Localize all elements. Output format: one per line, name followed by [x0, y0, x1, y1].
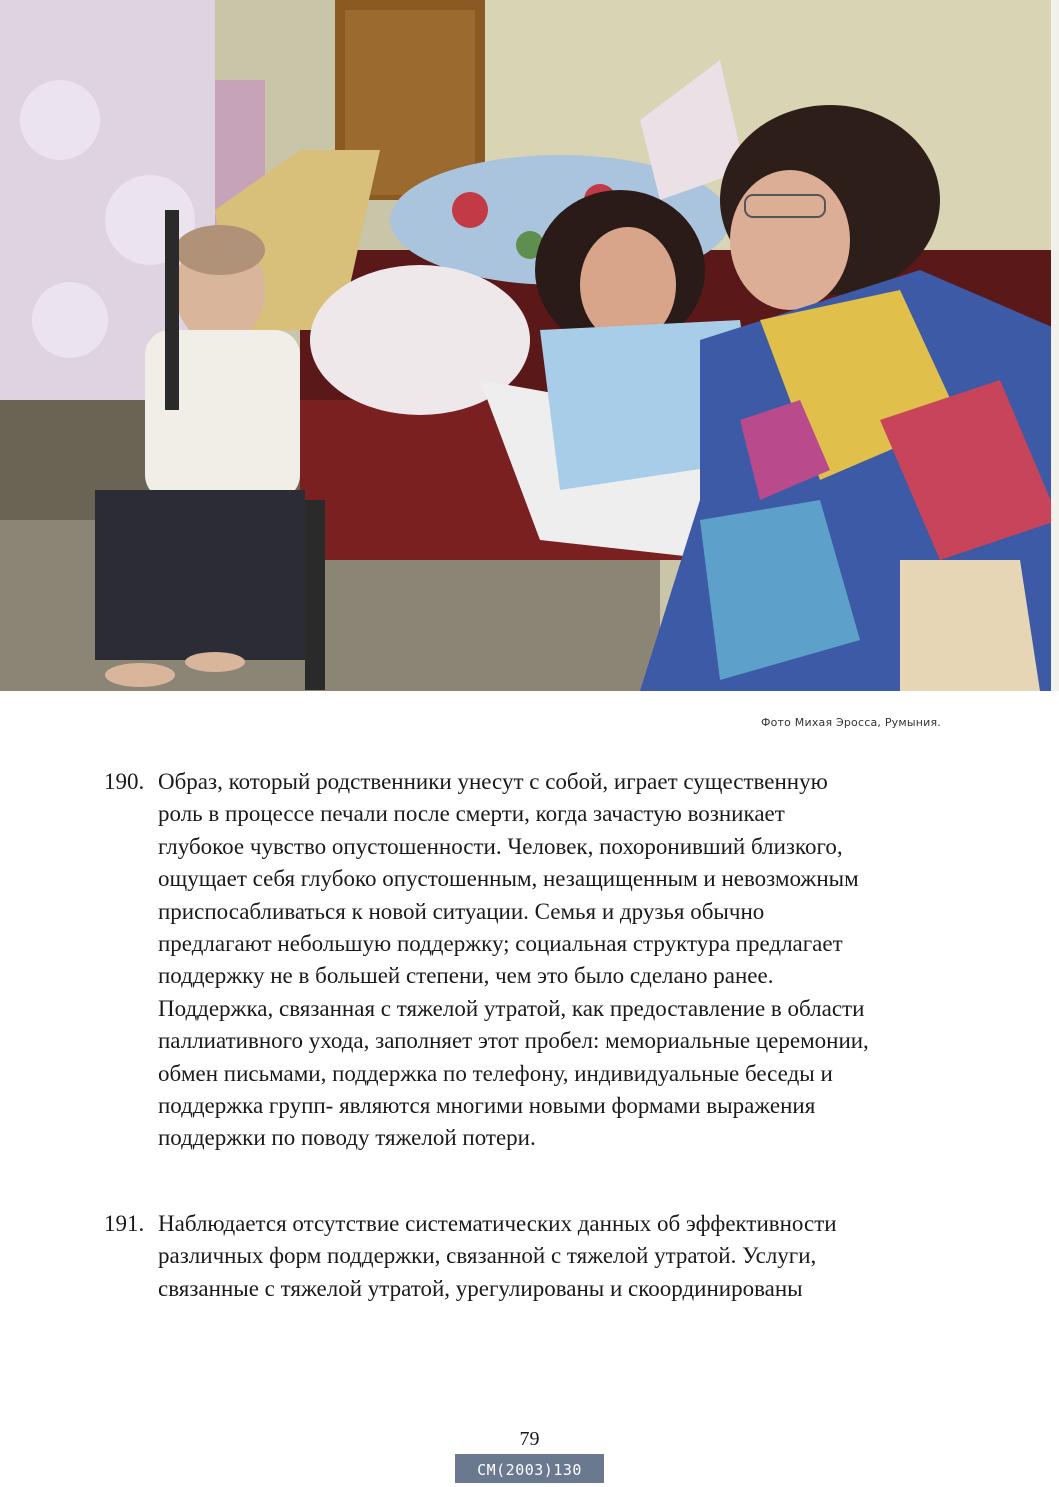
paragraph-line: поддержки по поводу тяжелой потери.	[158, 1125, 536, 1151]
paragraph-line: поддержку не в большей степени, чем это было сделано ранее.	[158, 963, 774, 989]
photo-edge	[1051, 0, 1059, 691]
paragraph-line: различных форм поддержки, связанной с тяжелой утратой. Услуги,	[158, 1243, 817, 1269]
paragraph-line: паллиативного ухода, заполняет этот пробел: мемориальные церемонии,	[158, 1028, 869, 1054]
photo-illustration	[0, 0, 1059, 691]
paragraph-number: 190.	[104, 769, 145, 794]
paragraph-line: Наблюдается отсутствие систематических данных об эффективности	[158, 1211, 837, 1236]
paragraph-line: ощущает себя глубоко опустошенным, незащищенным и невозможным	[158, 866, 859, 892]
page-number: 79	[519, 1428, 540, 1450]
paragraph-line: предлагают небольшую поддержку; социальная структура предлагает	[158, 931, 843, 957]
document-reference-badge: CM(2003)130	[455, 1454, 604, 1483]
paragraph-line: приспосабливаться к новой ситуации. Семья и друзья обычно	[158, 898, 765, 924]
paragraph-line: обмен письмами, поддержка по телефону, индивидуальные беседы и	[158, 1060, 833, 1086]
paragraph-line: поддержка групп- являются многими новыми формами выражения	[158, 1093, 816, 1119]
paragraph-number: 191.	[104, 1211, 145, 1236]
paragraph-line: связанные с тяжелой утратой, урегулированы и скоординированы	[158, 1275, 803, 1301]
paragraph-line: Поддержка, связанная с тяжелой утратой, как предоставление в области	[158, 995, 865, 1021]
paragraph-line: Образ, который родственники унесут с собой, играет существенную	[158, 769, 828, 794]
paragraph-190	[104, 766, 944, 1155]
photo-caption: Фото Михая Эросса, Румыния.	[760, 716, 941, 729]
paragraph-line: глубокое чувство опустошенности. Человек, похоронивший близкого,	[158, 833, 843, 859]
paragraph-line: роль в процессе печали после смерти, когда зачастую возникает	[158, 801, 785, 827]
paragraph-191	[104, 1208, 944, 1305]
photo	[0, 0, 1059, 691]
